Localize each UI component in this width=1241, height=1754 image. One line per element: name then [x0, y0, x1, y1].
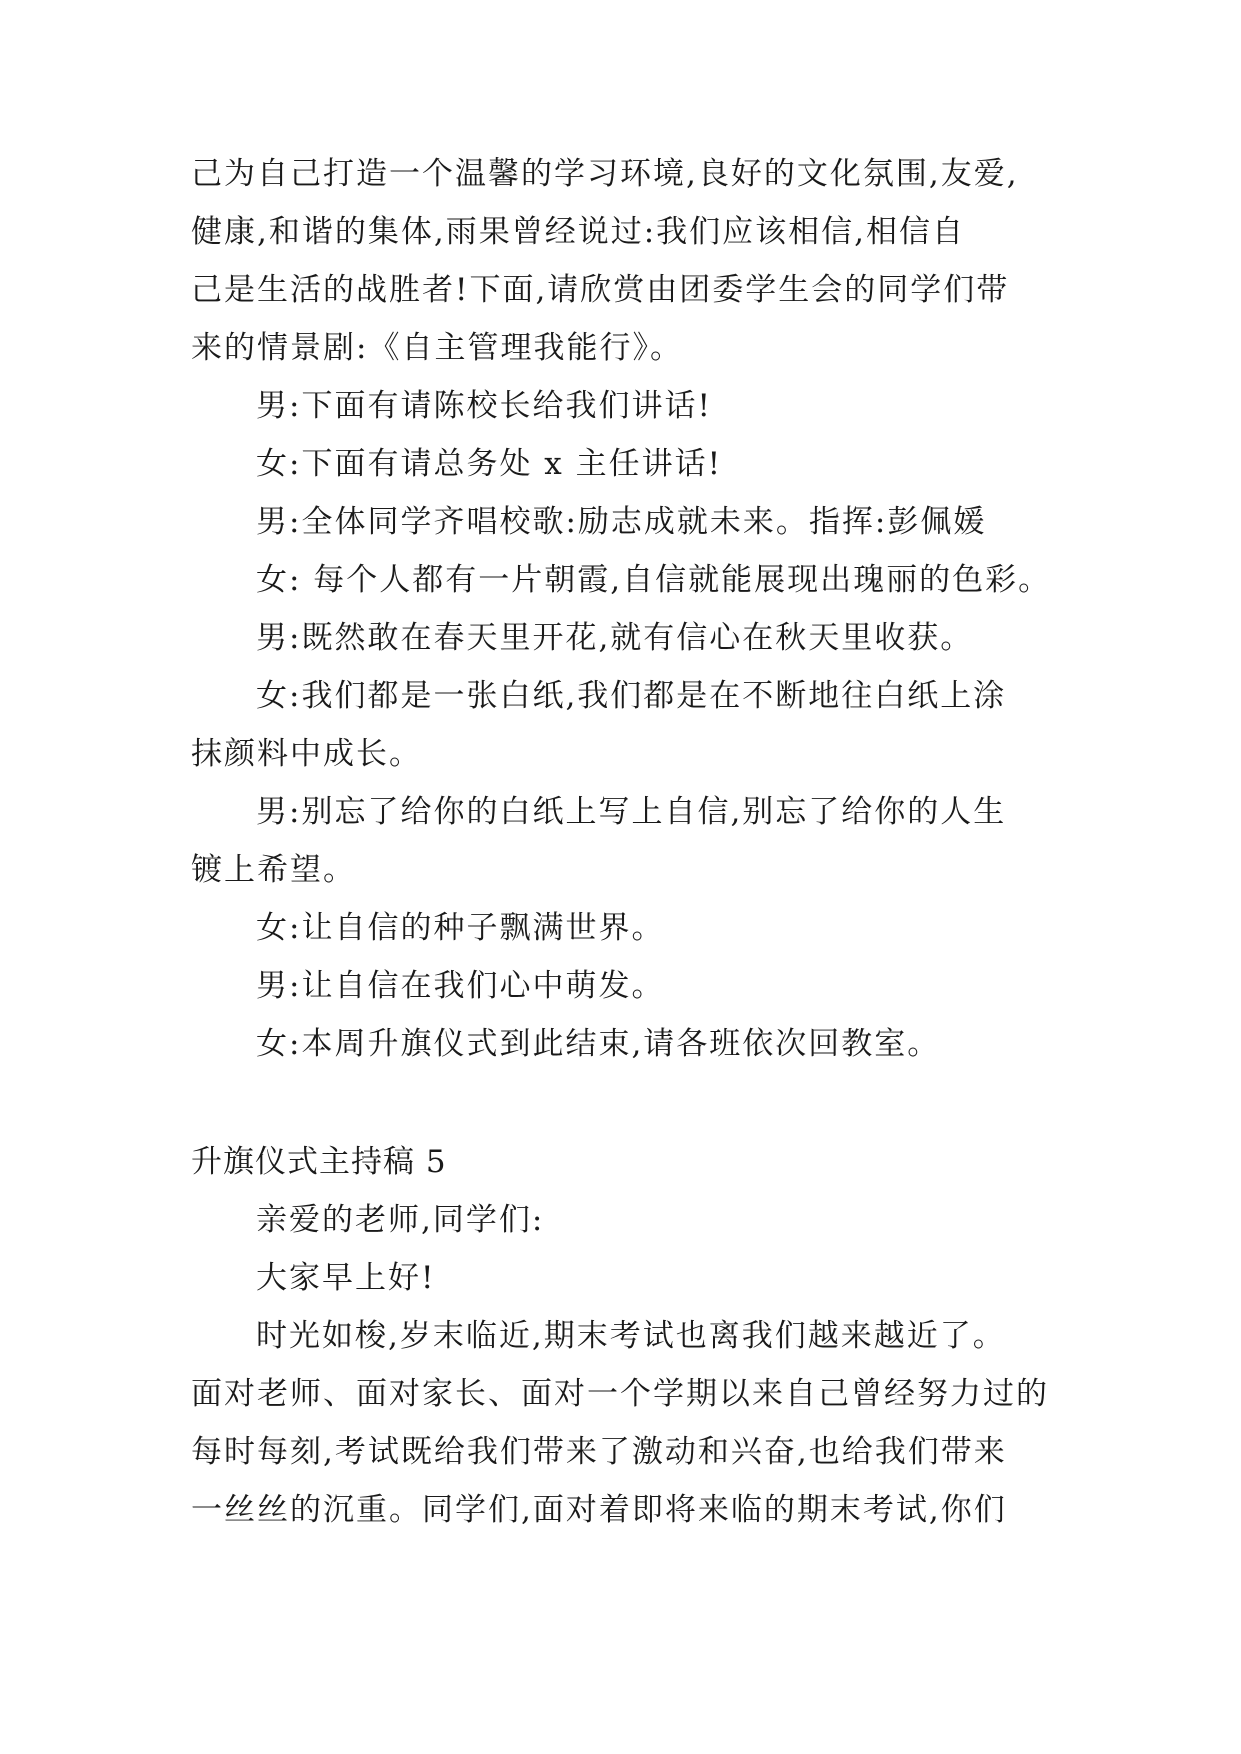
paragraph-line: 一丝丝的沉重。同学们,面对着即将来临的期末考试,你们	[191, 1492, 1007, 1528]
greeting-line: 大家早上好!	[256, 1260, 436, 1296]
dialogue-line: 男:全体同学齐唱校歌:励志成就未来。指挥:彭佩媛	[256, 504, 987, 540]
salutation-line: 亲爱的老师,同学们:	[256, 1202, 545, 1238]
dialogue-line: 女: 每个人都有一片朝霞,自信就能展现出瑰丽的色彩。	[256, 562, 1052, 598]
dialogue-line: 男:下面有请陈校长给我们讲话!	[256, 388, 712, 424]
paragraph-line: 己是生活的战胜者!下面,请欣赏由团委学生会的同学们带	[191, 272, 1010, 308]
paragraph-line: 时光如梭,岁末临近,期末考试也离我们越来越近了。	[256, 1318, 1006, 1354]
paragraph-line: 面对老师、面对家长、面对一个学期以来自己曾经努力过的	[191, 1376, 1049, 1412]
dialogue-line: 女:本周升旗仪式到此结束,请各班依次回教室。	[256, 1026, 941, 1062]
dialogue-line: 女:让自信的种子飘满世界。	[256, 910, 665, 946]
paragraph-line: 每时每刻,考试既给我们带来了激动和兴奋,也给我们带来	[191, 1434, 1007, 1470]
paragraph-line: 己为自己打造一个温馨的学习环境,良好的文化氛围,友爱,	[191, 156, 1019, 192]
dialogue-line: 男:别忘了给你的白纸上写上自信,别忘了给你的人生	[256, 794, 1007, 830]
paragraph-line: 抹颜料中成长。	[191, 736, 422, 772]
dialogue-line: 女:下面有请总务处 x 主任讲话!	[256, 446, 723, 482]
dialogue-line: 男:让自信在我们心中萌发。	[256, 968, 665, 1004]
section-title: 升旗仪式主持稿 5	[191, 1144, 447, 1180]
dialogue-line: 男:既然敢在春天里开花,就有信心在秋天里收获。	[256, 620, 974, 656]
paragraph-line: 来的情景剧:《自主管理我能行》。	[191, 330, 683, 366]
dialogue-line: 女:我们都是一张白纸,我们都是在不断地往白纸上涂	[256, 678, 1007, 714]
paragraph-line: 健康,和谐的集体,雨果曾经说过:我们应该相信,相信自	[191, 214, 966, 250]
paragraph-line: 镀上希望。	[191, 852, 356, 888]
